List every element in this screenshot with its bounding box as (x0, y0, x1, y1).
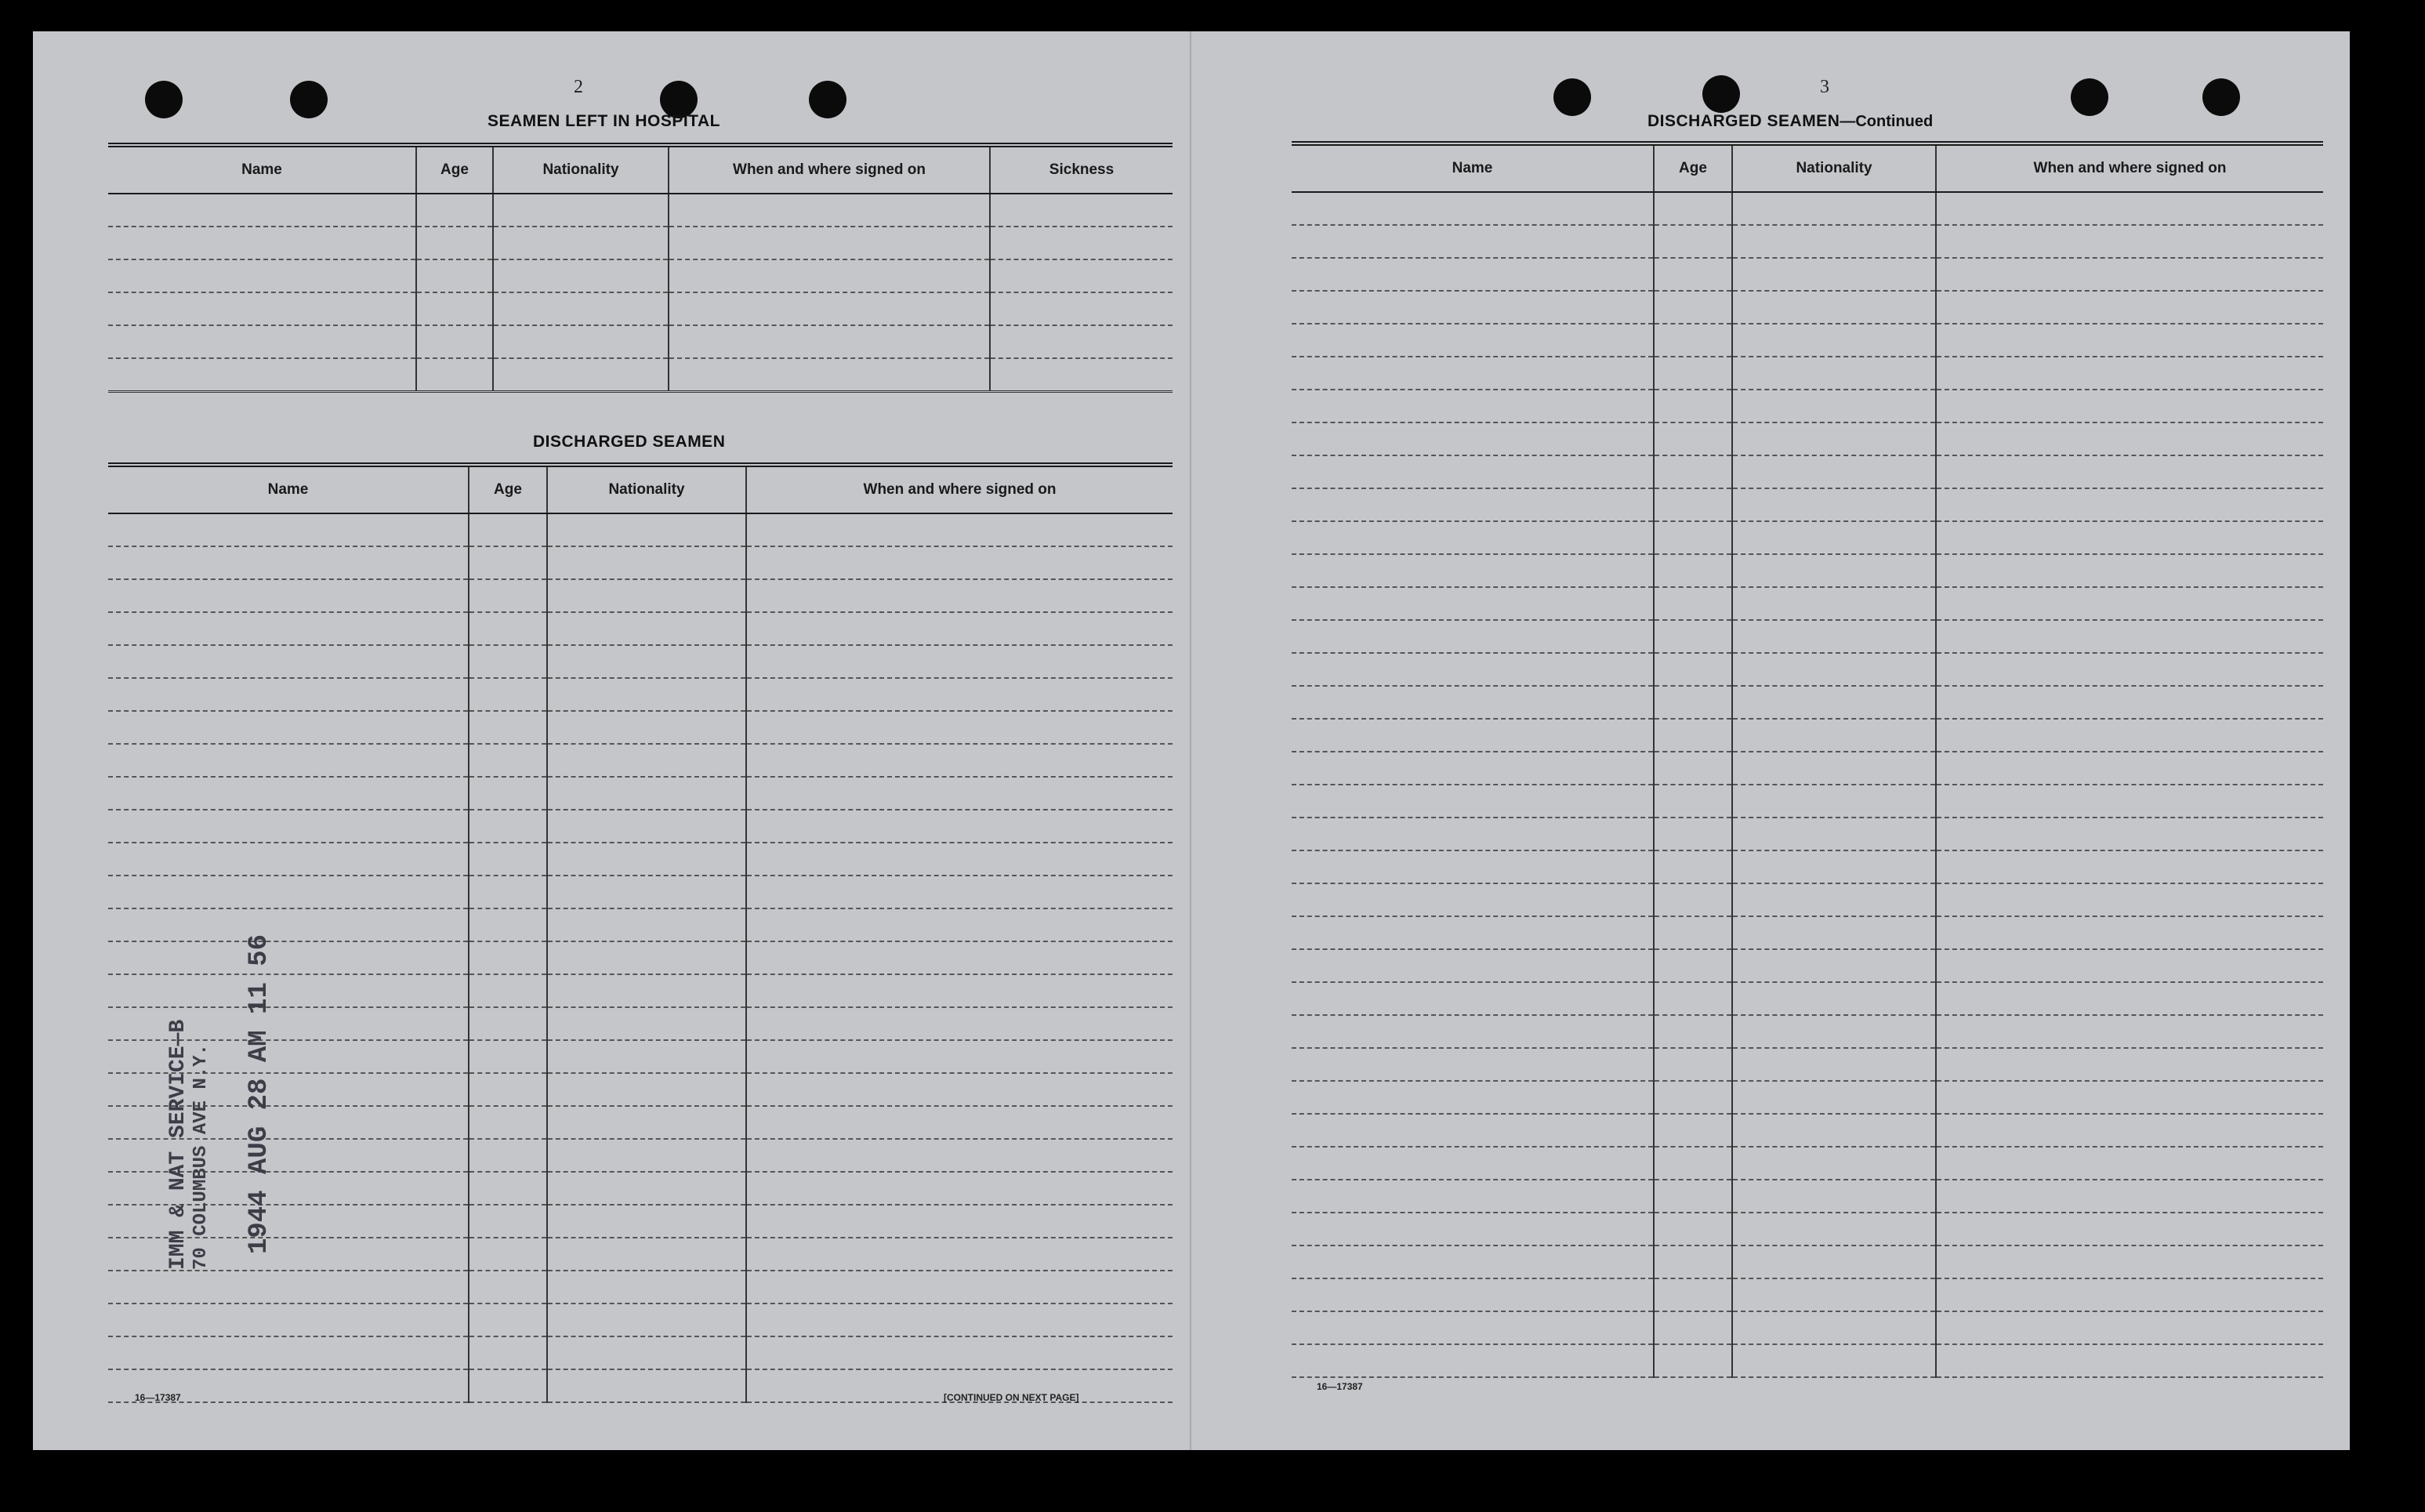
table-row (1292, 818, 2323, 850)
col-header-sickness: Sickness (990, 145, 1173, 194)
col-header-age: Age (416, 145, 493, 194)
punch-hole (2071, 78, 2108, 116)
form-number: 16—17387 (135, 1392, 181, 1403)
table-row (1292, 258, 2323, 291)
table-row (1292, 949, 2323, 982)
received-stamp-agency (166, 1020, 212, 1270)
table-row (108, 645, 1173, 678)
table-row (108, 843, 1173, 876)
right-page (1191, 31, 2350, 1450)
col-header-age: Age (1654, 143, 1732, 192)
table-row (1292, 850, 2323, 883)
hospital-section-title: SEAMEN LEFT IN HOSPITAL (488, 112, 720, 130)
col-header-age: Age (469, 465, 547, 513)
col-header-signed-on: When and where signed on (669, 145, 990, 194)
table-row (1292, 422, 2323, 455)
table-row (1292, 1245, 2323, 1278)
table-row (1292, 1048, 2323, 1081)
table-row (1292, 554, 2323, 587)
punch-hole (145, 81, 183, 118)
table-row (108, 612, 1173, 645)
table-row (108, 292, 1173, 325)
table-row (1292, 357, 2323, 390)
continued-note: [CONTINUED ON NEXT PAGE] (944, 1392, 1079, 1403)
table-row (1292, 291, 2323, 324)
table-row (108, 810, 1173, 843)
table-row (1292, 1015, 2323, 1048)
table-row (108, 744, 1173, 777)
table-row (1292, 686, 2323, 719)
table-row (108, 579, 1173, 612)
discharged-continued-title (1647, 112, 1933, 131)
col-header-signed-on: When and where signed on (1936, 143, 2323, 192)
col-header-nationality: Nationality (1732, 143, 1936, 192)
stamp-line-1: IMM & NAT SERVICE—B (166, 1019, 190, 1270)
title-suffix: —Continued (1840, 113, 1934, 130)
table-row (1292, 455, 2323, 488)
col-header-nationality: Nationality (547, 465, 746, 513)
table-row (1292, 883, 2323, 916)
stamp-line-2: 70 COLUMBUS AVE N.Y. (190, 1043, 212, 1270)
punch-hole (1553, 78, 1591, 116)
table-row (1292, 1114, 2323, 1147)
received-stamp-date: 1944 AUG 28 AM 11 56 (245, 934, 274, 1254)
table-row (108, 711, 1173, 744)
table-row (1292, 192, 2323, 225)
table-row (1292, 1344, 2323, 1377)
table-row (108, 546, 1173, 579)
table-row (1292, 390, 2323, 422)
table-row (1292, 1147, 2323, 1180)
table-row (1292, 916, 2323, 949)
table-row (1292, 521, 2323, 554)
discharged-continued-table (1292, 141, 2323, 1378)
table-row (108, 227, 1173, 259)
table-row (108, 1336, 1173, 1369)
table-row (1292, 1213, 2323, 1245)
table-row (1292, 225, 2323, 258)
punch-hole (809, 81, 846, 118)
table-row (108, 194, 1173, 227)
punch-hole (290, 81, 328, 118)
table-row (1292, 653, 2323, 686)
table-row (1292, 587, 2323, 620)
table-row (108, 358, 1173, 392)
table-row (108, 325, 1173, 358)
hospital-table (108, 143, 1173, 393)
table-row (1292, 719, 2323, 752)
table-row (1292, 982, 2323, 1015)
table-row (1292, 785, 2323, 818)
table-row (108, 1304, 1173, 1336)
discharged-section-title: DISCHARGED SEAMEN (533, 433, 726, 451)
table-row (1292, 488, 2323, 521)
table-row (1292, 620, 2323, 653)
col-header-name: Name (108, 145, 416, 194)
page-number: 3 (1820, 77, 1829, 97)
table-row (108, 777, 1173, 810)
col-header-name: Name (1292, 143, 1654, 192)
table-row (1292, 1180, 2323, 1213)
table-row (108, 678, 1173, 711)
page-number: 2 (574, 77, 583, 97)
col-header-name: Name (108, 465, 469, 513)
table-row (1292, 752, 2323, 785)
table-row (1292, 1081, 2323, 1114)
table-row (108, 1271, 1173, 1304)
punch-hole (2202, 78, 2240, 116)
title-main: DISCHARGED SEAMEN (1647, 112, 1840, 130)
discharged-table (108, 462, 1173, 1403)
form-number: 16—17387 (1317, 1381, 1363, 1392)
punch-hole (1702, 75, 1740, 113)
table-row (1292, 324, 2323, 357)
col-header-signed-on: When and where signed on (746, 465, 1173, 513)
table-row (1292, 1311, 2323, 1344)
table-row (1292, 1278, 2323, 1311)
col-header-nationality: Nationality (493, 145, 669, 194)
table-row (108, 513, 1173, 546)
table-row (108, 876, 1173, 908)
table-row (108, 259, 1173, 292)
left-page (33, 31, 1191, 1450)
